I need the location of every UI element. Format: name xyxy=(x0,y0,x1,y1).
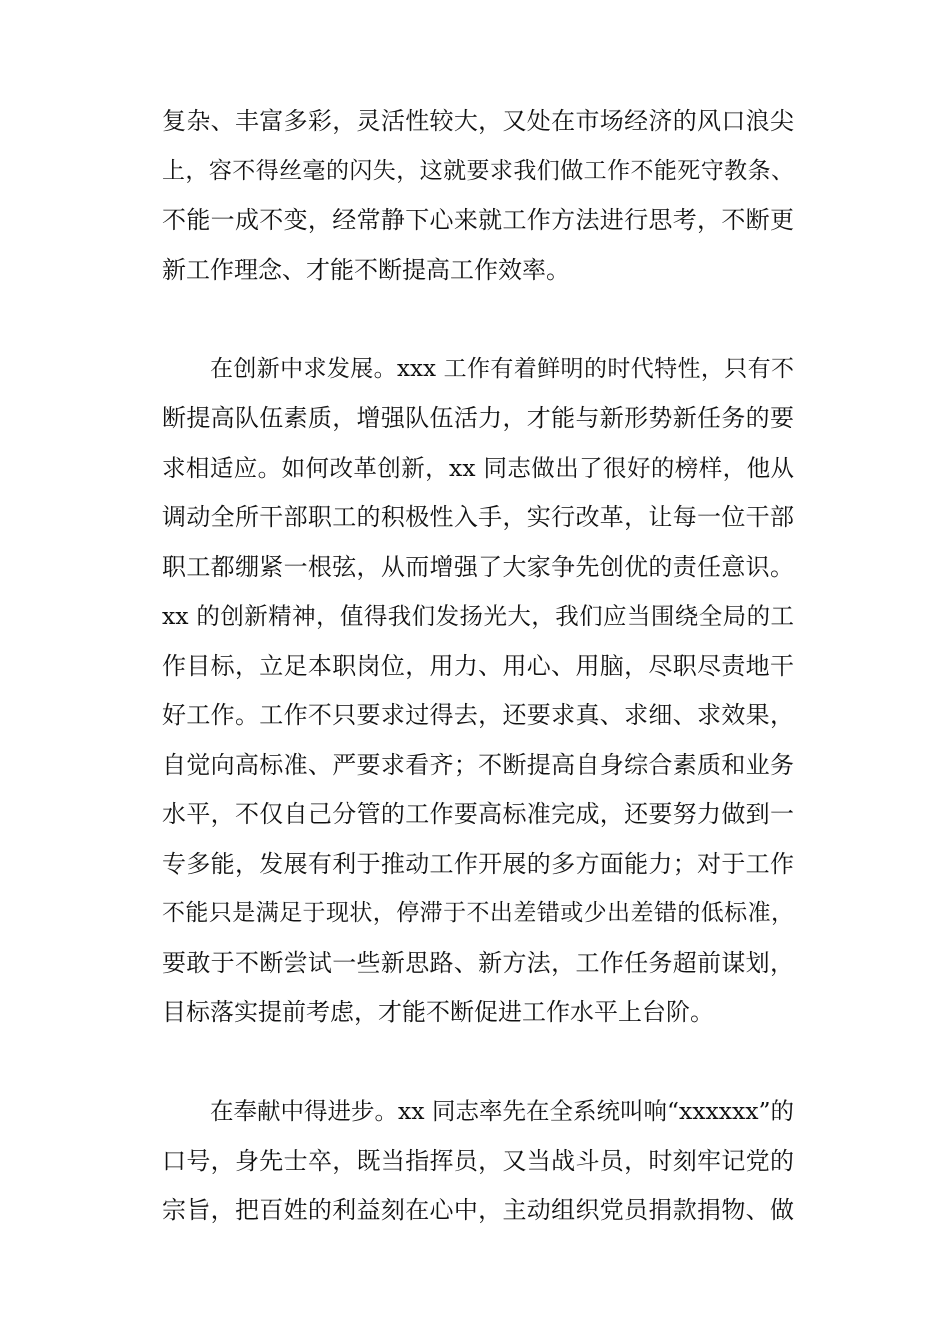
paragraph-line: 求相适应。如何改革创新，xx 同志做出了很好的榜样，他从 xyxy=(162,453,794,482)
paragraph-line: 新工作理念、才能不断提高工作效率。 xyxy=(162,255,570,284)
paragraph-1 xyxy=(162,97,794,295)
paragraph-2 xyxy=(162,345,794,1038)
paragraph-line: 宗旨，把百姓的利益刻在心中，主动组织党员捐款捐物、做 xyxy=(162,1196,794,1224)
paragraph-line: 作目标，立足本职岗位，用力、用心、用脑，尽职尽责地干 xyxy=(162,651,794,680)
paragraph-line: 水平，不仅自己分管的工作要高标准完成，还要努力做到一 xyxy=(162,800,794,828)
paragraph-line: xx 的创新精神，值得我们发扬光大，我们应当围绕全局的工 xyxy=(162,602,794,630)
paragraph-line: 不能只是满足于现状，停滞于不出差错或少出差错的低标准， xyxy=(162,900,794,926)
paragraph-line: 专多能，发展有利于推动工作开展的多方面能力；对于工作 xyxy=(162,849,794,878)
paragraph-spacer xyxy=(162,1038,794,1088)
paragraph-line: 好工作。工作不只要求过得去，还要求真、求细、求效果， xyxy=(162,701,794,729)
document-body xyxy=(162,97,794,1236)
paragraph-line: 断提高队伍素质，增强队伍活力，才能与新形势新任务的要 xyxy=(162,404,794,432)
paragraph-line: 不能一成不变，经常静下心来就工作方法进行思考，不断更 xyxy=(162,206,794,234)
paragraph-line: 复杂、丰富多彩，灵活性较大，又处在市场经济的风口浪尖 xyxy=(162,107,794,135)
paragraph-line: 在创新中求发展。xxx 工作有着鲜明的时代特性，只有不 xyxy=(210,355,794,382)
paragraph-line: 调动全所干部职工的积极性入手，实行改革，让每一位干部 xyxy=(162,503,794,531)
paragraph-line: 在奉献中得进步。xx 同志率先在全系统叫响“xxxxxx”的 xyxy=(210,1097,795,1125)
paragraph-line: 要敢于不断尝试一些新思路、新方法，工作任务超前谋划， xyxy=(162,948,794,977)
paragraph-line: 目标落实提前考虑，才能不断促进工作水平上台阶。 xyxy=(162,998,714,1026)
paragraph-line: 职工都绷紧一根弦，从而增强了大家争先创优的责任意识。 xyxy=(162,552,794,581)
paragraph-3 xyxy=(162,1087,794,1236)
paragraph-spacer xyxy=(162,295,794,345)
paragraph-line: 自觉向高标准、严要求看齐；不断提高自身综合素质和业务 xyxy=(162,750,794,779)
paragraph-line: 口号，身先士卒，既当指挥员，又当战斗员，时刻牢记党的 xyxy=(162,1146,794,1175)
paragraph-line: 上，容不得丝毫的闪失，这就要求我们做工作不能死守教条、 xyxy=(162,157,794,184)
